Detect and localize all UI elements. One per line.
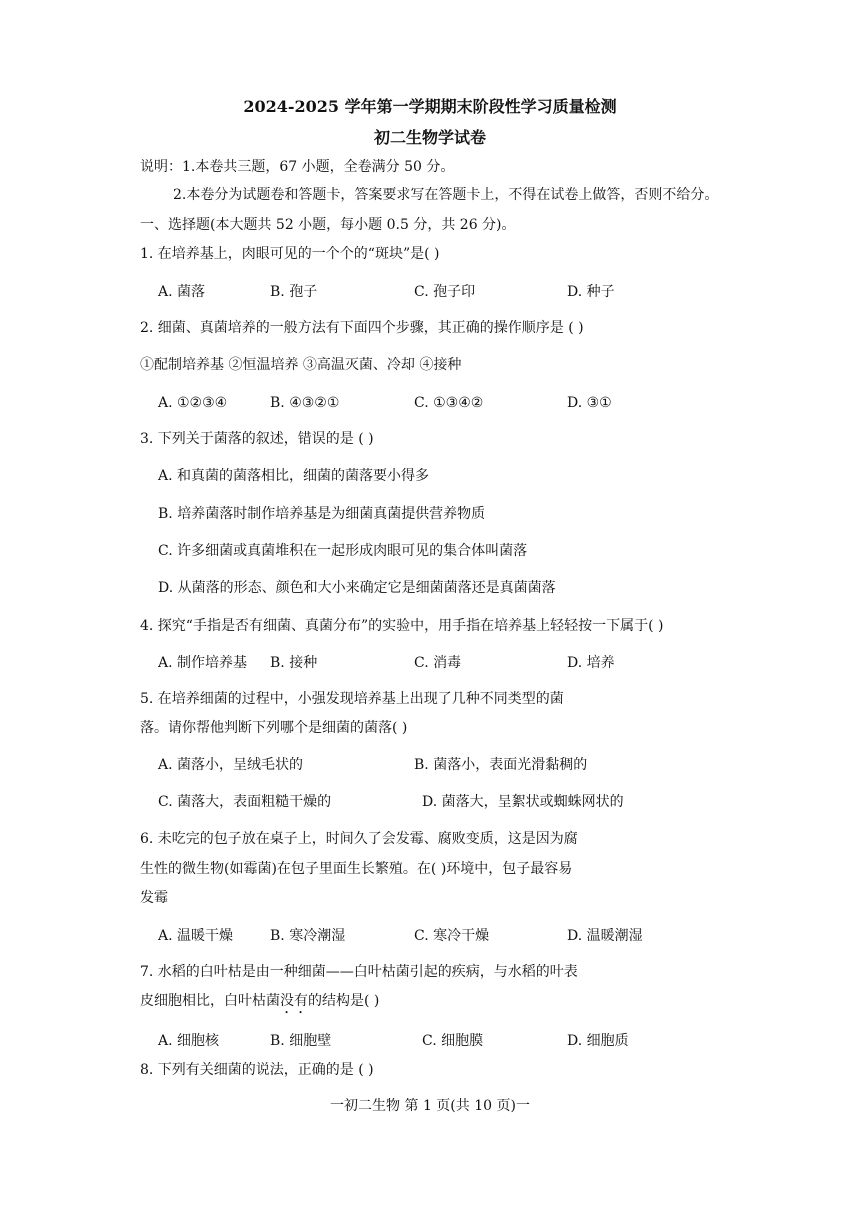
question-7-option-b: B. 细胞壁: [270, 1033, 332, 1049]
question-6-option-d: D. 温暖潮湿: [567, 928, 643, 944]
question-1-option-c: C. 孢子印: [414, 284, 476, 300]
section-heading: 一、选择题(本大题共 52 小题，每小题 0.5 分，共 26 分)。: [140, 217, 516, 233]
instruction-line-2: 2.本卷分为试题卷和答题卡，答案要求写在答题卡上，不得在试卷上做答，否则不给分。: [173, 187, 719, 203]
question-2-stem: 2. 细菌、真菌培养的一般方法有下面四个步骤，其正确的操作顺序是 ( ): [140, 320, 584, 336]
question-3-option-b: B. 培养菌落时制作培养基是为细菌真菌提供营养物质: [158, 506, 486, 522]
question-6-option-a: A. 温暖干燥: [158, 928, 234, 944]
question-7-stem-text-after: 的结构是( ): [308, 993, 380, 1009]
question-3-option-a: A. 和真菌的菌落相比，细菌的菌落要小得多: [158, 468, 430, 484]
question-1-option-d: D. 种子: [567, 284, 615, 300]
question-4-option-a: A. 制作培养基: [158, 655, 248, 671]
question-3-stem: 3. 下列关于菌落的叙述，错误的是 ( ): [140, 431, 374, 447]
question-6-option-c: C. 寒冷干燥: [414, 928, 490, 944]
question-5-option-d: D. 菌落大，呈絮状或蜘蛛网状的: [422, 794, 624, 810]
question-2-steps: ①配制培养基 ②恒温培养 ③高温灭菌、冷却 ④接种: [140, 357, 462, 373]
question-7-emphasis: 没有: [280, 993, 308, 1009]
question-1-option-b: B. 孢子: [270, 284, 318, 300]
question-7-option-c: C. 细胞膜: [422, 1033, 484, 1049]
exam-subtitle: 初二生物学试卷: [373, 128, 486, 147]
question-7-option-a: A. 细胞核: [158, 1033, 220, 1049]
question-7-stem-text-before: 皮细胞相比，白叶枯菌: [140, 993, 280, 1009]
instruction-line-1: 说明：1.本卷共三题，67 小题，全卷满分 50 分。: [140, 159, 455, 175]
question-6-option-b: B. 寒冷潮湿: [270, 928, 346, 944]
question-6-stem-line-2: 生性的微生物(如霉菌)在包子里面生长繁殖。在( )环境中，包子最容易: [140, 861, 573, 877]
question-6-stem-line-3: 发霉: [140, 890, 168, 906]
question-3-option-c: C. 许多细菌或真菌堆积在一起形成肉眼可见的集合体叫菌落: [158, 543, 528, 559]
question-5-option-b: B. 菌落小，表面光滑黏稠的: [414, 757, 588, 773]
question-4-option-b: B. 接种: [270, 655, 318, 671]
question-2-option-d: D. ③①: [567, 395, 612, 411]
question-5-stem-line-1: 5. 在培养细菌的过程中，小强发现培养基上出现了几种不同类型的菌: [140, 691, 564, 707]
question-1-stem: 1. 在培养基上，肉眼可见的一个个的“斑块”是( ): [140, 246, 440, 262]
question-7-stem-line-2: [140, 992, 379, 1017]
exam-title: 2024-2025 学年第一学期期末阶段性学习质量检测: [243, 97, 617, 116]
question-2-option-a: A. ①②③④: [158, 395, 228, 411]
question-8-stem: 8. 下列有关细菌的说法，正确的是 ( ): [140, 1062, 374, 1078]
question-5-stem-line-2: 落。请你帮他判断下列哪个是细菌的菌落( ): [140, 720, 408, 736]
question-4-option-c: C. 消毒: [414, 655, 462, 671]
question-2-option-c: C. ①③④②: [414, 395, 484, 411]
question-7-stem-line-1: 7. 水稻的白叶枯是由一种细菌——白叶枯菌引起的疾病，与水稻的叶表: [140, 964, 578, 980]
question-6-stem-line-1: 6. 未吃完的包子放在桌子上，时间久了会发霉、腐败变质，这是因为腐: [140, 831, 578, 847]
question-4-stem: 4. 探究“手指是否有细菌、真菌分布”的实验中，用手指在培养基上轻轻按一下属于( ): [140, 618, 664, 634]
question-5-option-c: C. 菌落大，表面粗糙干燥的: [158, 794, 332, 810]
question-5-option-a: A. 菌落小，呈绒毛状的: [158, 757, 304, 773]
question-4-option-d: D. 培养: [567, 655, 615, 671]
question-1-option-a: A. 菌落: [158, 284, 206, 300]
question-7-option-d: D. 细胞质: [567, 1033, 629, 1049]
question-2-option-b: B. ④③②①: [270, 395, 340, 411]
page-footer: 一初二生物 第 1 页(共 10 页)一: [330, 1098, 530, 1114]
question-3-option-d: D. 从菌落的形态、颜色和大小来确定它是细菌菌落还是真菌菌落: [158, 580, 556, 596]
